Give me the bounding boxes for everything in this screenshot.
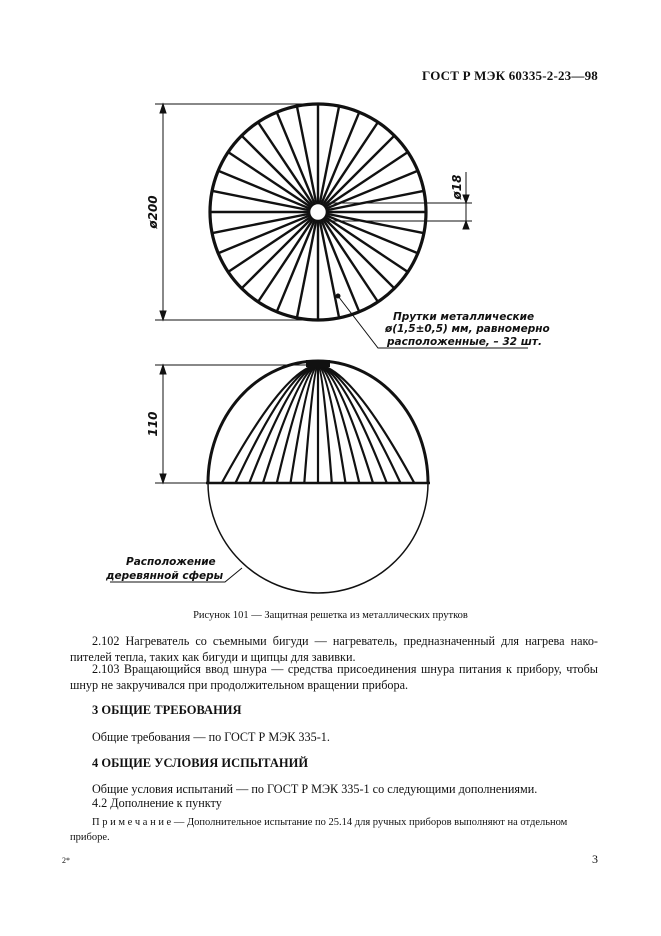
section-4-subclause: 4.2 Дополнение к пункту (92, 796, 222, 810)
note-rods-line2: ø(1,5±0,5) мм, равномерно (385, 323, 550, 335)
paragraph-2-103 (70, 661, 598, 693)
dome-rod (222, 365, 318, 483)
radial-rod (328, 191, 423, 210)
note-label: П р и м е ч а н и е (92, 817, 172, 828)
radial-rod (297, 222, 316, 317)
radial-rod (213, 214, 308, 233)
note-text-line2: приборе. (70, 832, 110, 843)
note-sphere-line2: деревянной сферы (106, 570, 224, 582)
sheet-mark: 2* (62, 856, 70, 865)
page-number: 3 (592, 852, 598, 866)
dim-hole-label: ø18 (450, 174, 464, 200)
p-2103-line1: 2.103 Вращающийся ввод шнура — средства присоединения шнура питания к прибору, чтобы (92, 662, 598, 676)
note-sphere-line1: Расположение (126, 556, 216, 568)
document-header: ГОСТ Р МЭК 60335-2-23—98 (422, 68, 598, 83)
grille-side-view (206, 360, 430, 593)
p-2102-line1: 2.102 Нагреватель со съемными бигуди — нагреватель, предназначенный для нагрева нако- (92, 634, 598, 648)
grille-top-view (210, 104, 426, 320)
radial-rod (320, 222, 339, 317)
section-4-text: Общие условия испытаний — по ГОСТ Р МЭК 335-1 со следующими дополнениями. (92, 782, 538, 796)
dim-height-label: 110 (146, 411, 160, 437)
note-rods-line3: расположенные, – 32 шт. (387, 336, 542, 348)
radial-rod (297, 107, 316, 202)
radial-rod (320, 107, 339, 202)
section-4-title: 4 ОБЩИЕ УСЛОВИЯ ИСПЫТАНИЙ (92, 756, 309, 770)
radial-rod (213, 191, 308, 210)
section-3-text: Общие требования — по ГОСТ Р МЭК 335-1. (92, 730, 330, 744)
note-rods-line1: Прутки металлические (393, 311, 535, 323)
p-2103-line2: шнур не закручивался при продолжительном вращении прибора. (70, 678, 409, 692)
note-block (70, 815, 598, 845)
dome-rod (318, 365, 414, 483)
dome-cap (306, 360, 330, 367)
center-hole (309, 203, 327, 221)
note-text-line1: — Дополнительное испытание по 25.14 для ручных приборов выполняют на отдельном (171, 817, 568, 828)
radial-rod (328, 214, 423, 233)
section-3-title: 3 ОБЩИЕ ТРЕБОВАНИЯ (92, 703, 242, 717)
dome-rods (222, 365, 414, 483)
figure-caption: Рисунок 101 — Защитная решетка из металлических прутков (193, 610, 468, 621)
note-line1 (70, 815, 598, 830)
wooden-sphere-outline (208, 483, 428, 593)
dim-diameter-label: ø200 (146, 195, 160, 229)
p-2102-line2: пителей тепла, таких как бигуди и щипцы для завивки. (70, 650, 356, 664)
leader-rods-dot (336, 294, 340, 298)
